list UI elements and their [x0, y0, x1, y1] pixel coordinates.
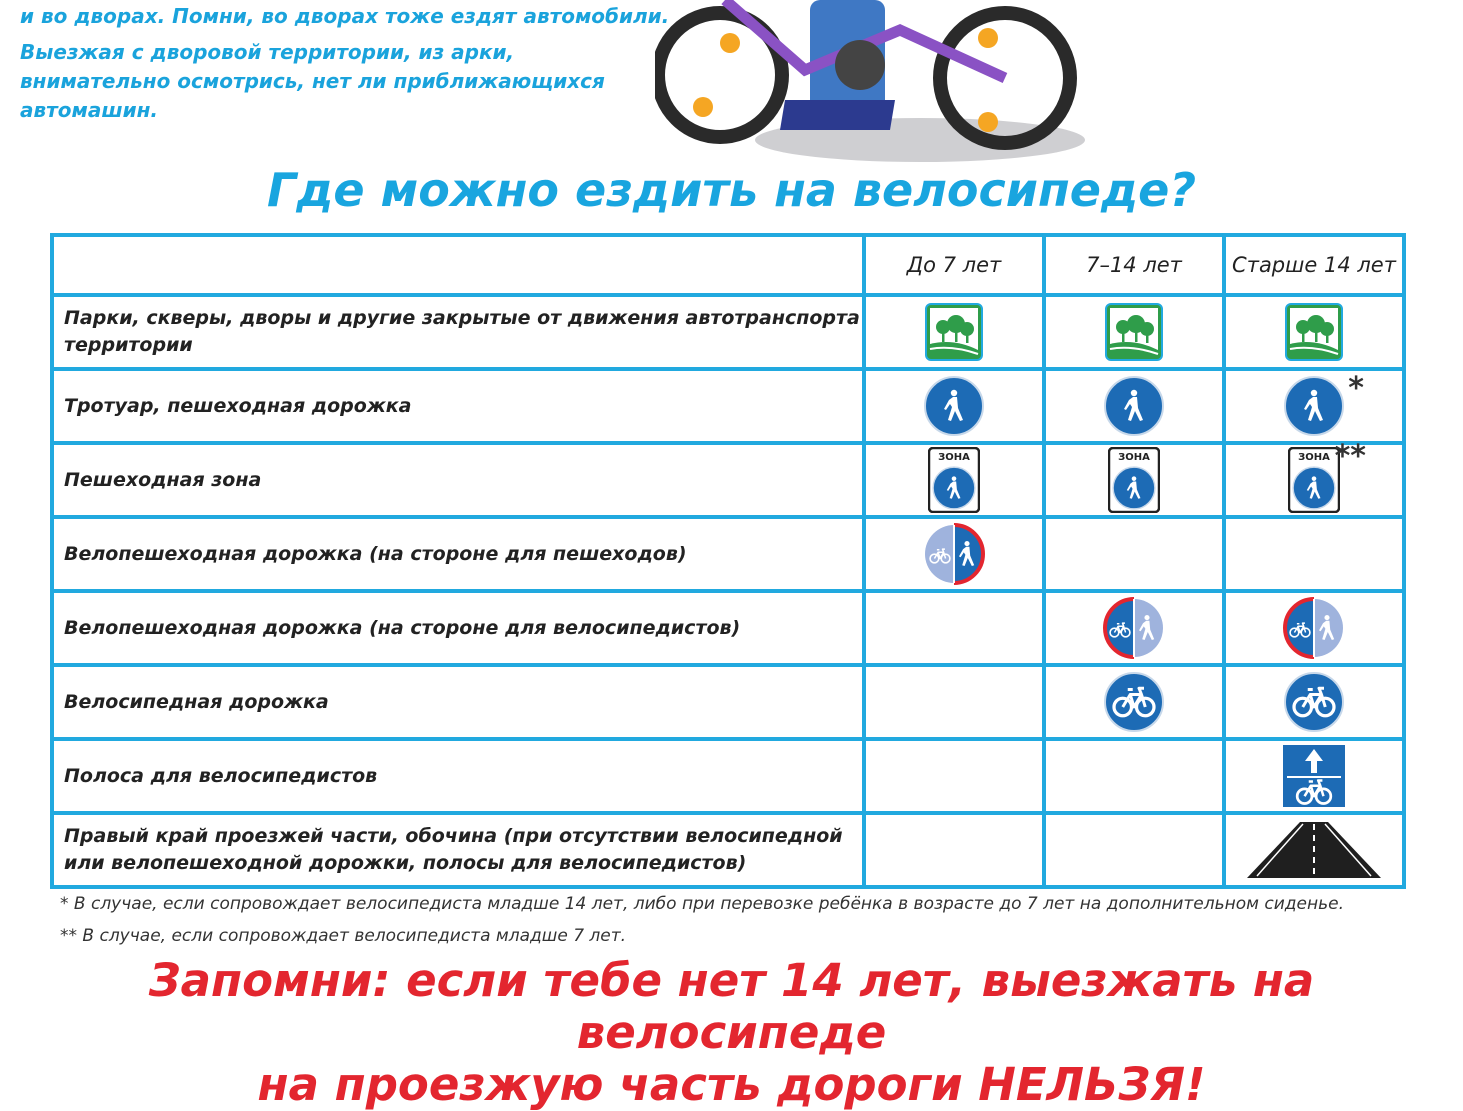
- row-label-pedestrian-zone: Пешеходная зона: [52, 443, 864, 517]
- bicycle-lane-sign-icon: [1283, 745, 1345, 807]
- age-rules-table: [50, 233, 1406, 889]
- table-row: [52, 517, 1404, 591]
- table-row: [52, 813, 1404, 887]
- zone-text: ЗОНА: [1118, 452, 1150, 463]
- bicycle-path-sign-icon: [1103, 671, 1165, 733]
- table-row: [52, 443, 1404, 517]
- pedestrian-zone-sign-icon: [1108, 447, 1160, 513]
- shared-path-cyclist-side-icon: [1103, 597, 1165, 659]
- header-7-14: 7–14 лет: [1044, 235, 1224, 295]
- table-header-row: [52, 235, 1404, 295]
- park-sign-icon: [924, 302, 984, 362]
- footnote-1: * В случае, если сопровождает велосипедиста младше 14 лет, либо при перевозке ребёнка в возрасте до 7 лет на дополнительном сиденье.: [60, 894, 1344, 914]
- table-row: [52, 295, 1404, 369]
- road-shoulder-icon: [1245, 820, 1383, 880]
- warning-line-2: на проезжую часть дороги НЕЛЬЗЯ!: [257, 1058, 1206, 1111]
- pedestrian-zone-sign-icon: [1288, 447, 1340, 513]
- footnote-mark-single: *: [1348, 371, 1364, 406]
- pedestrian-path-sign-icon: [923, 375, 985, 437]
- pedestrian-path-sign-icon: [1103, 375, 1165, 437]
- row-label-shared-cyclist-side: Велопешеходная дорожка (на стороне для велосипедистов): [52, 591, 864, 665]
- row-label-bicycle-lane: Полоса для велосипедистов: [52, 739, 864, 813]
- page-title: Где можно ездить на велосипеде?: [266, 163, 1197, 217]
- zone-text: ЗОНА: [938, 452, 970, 463]
- header-under-7: До 7 лет: [864, 235, 1044, 295]
- bicycle-path-sign-icon: [1283, 671, 1345, 733]
- header-over-14: Старше 14 лет: [1224, 235, 1404, 295]
- warning-line-1: Запомни: если тебе нет 14 лет, выезжать на велосипеде: [148, 954, 1315, 1059]
- pedestrian-zone-sign-icon: [928, 447, 980, 513]
- intro-text-1: и во дворах. Помни, во дворах тоже ездят автомобили.: [20, 4, 670, 28]
- row-label-parks: Парки, скверы, дворы и другие закрытые от движения автотранспорта территории: [52, 295, 864, 369]
- shared-path-cyclist-side-icon: [1283, 597, 1345, 659]
- row-label-bicycle-path: Велосипедная дорожка: [52, 665, 864, 739]
- row-label-sidewalk: Тротуар, пешеходная дорожка: [52, 369, 864, 443]
- footnote-mark-double: **: [1334, 439, 1366, 474]
- intro-text-2: Выезжая с дворовой территории, из арки, внимательно осмотрись, нет ли приближающихся автомашин.: [20, 40, 605, 122]
- child-bicycle-illustration: [655, 0, 1085, 170]
- park-sign-icon: [1284, 302, 1344, 362]
- header-empty: [52, 235, 864, 295]
- table-row: [52, 739, 1404, 813]
- pedestrian-path-sign-icon: [1283, 375, 1345, 437]
- row-label-road-shoulder: Правый край проезжей части, обочина (при отсутствии велосипедной или велопешеходной дорожки, полосы для велосипедистов): [52, 813, 864, 887]
- footnote-2: ** В случае, если сопровождает велосипедиста младше 7 лет.: [60, 926, 627, 946]
- park-sign-icon: [1104, 302, 1164, 362]
- warning-text: [0, 955, 1463, 1111]
- shared-path-pedestrian-side-icon: [923, 523, 985, 585]
- table-row: [52, 665, 1404, 739]
- table-row: [52, 369, 1404, 443]
- zone-text: ЗОНА: [1298, 452, 1330, 463]
- row-label-shared-ped-side: Велопешеходная дорожка (на стороне для пешеходов): [52, 517, 864, 591]
- table-row: [52, 591, 1404, 665]
